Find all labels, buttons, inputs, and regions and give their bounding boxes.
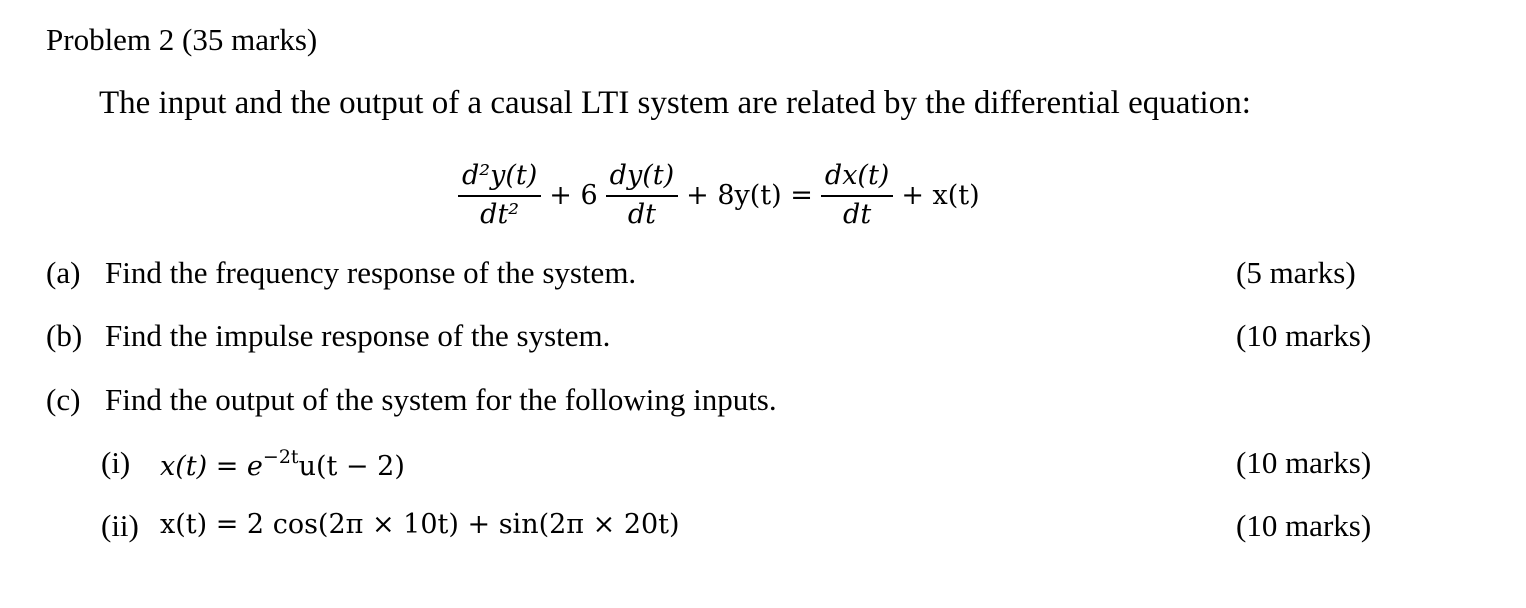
subpart-ii-marks: (10 marks) <box>1236 508 1372 543</box>
fraction-first-derivative <box>606 160 678 230</box>
subpart-ii-expression: x(t) = 2 cos(2π × 10t) + sin(2π × 20t) <box>160 509 680 540</box>
part-a-label: (a) <box>46 255 81 290</box>
differential-equation <box>456 150 986 240</box>
problem-intro: The input and the output of a causal LTI system are related by the differential equation: <box>99 85 1251 121</box>
fraction-numerator: dx(t) <box>821 160 893 197</box>
fraction-denominator: dt² <box>480 199 520 230</box>
subpart-i-expression <box>160 446 405 482</box>
part-c-text: Find the output of the system for the following inputs. <box>105 382 777 417</box>
subpart-i-marks: (10 marks) <box>1236 445 1372 480</box>
subpart-i-label: (i) <box>101 445 131 480</box>
subpart-ii-label: (ii) <box>101 508 139 543</box>
fraction-numerator: dy(t) <box>606 160 678 197</box>
fraction-numerator: d²y(t) <box>458 160 541 197</box>
part-b-marks: (10 marks) <box>1236 318 1372 353</box>
part-c-label: (c) <box>46 382 81 417</box>
fraction-input-derivative <box>821 160 893 230</box>
part-a-marks: (5 marks) <box>1236 255 1356 290</box>
fraction-denominator: dt <box>627 199 656 230</box>
part-a-text: Find the frequency response of the system. <box>105 255 637 290</box>
problem-heading: Problem 2 (35 marks) <box>46 22 318 57</box>
part-b-text: Find the impulse response of the system. <box>105 318 611 353</box>
equation-middle: + 8y(t) = <box>686 179 813 211</box>
fraction-denominator: dt <box>843 199 872 230</box>
equation-operator: + 6 <box>549 179 598 211</box>
subpart-i-lhs: x(t) = e <box>160 451 263 482</box>
subpart-i-exponent: −2t <box>262 446 299 468</box>
subpart-i-rhs: u(t − 2) <box>298 451 405 482</box>
part-b-label: (b) <box>46 318 83 353</box>
equation-tail: + x(t) <box>901 179 980 211</box>
fraction-second-derivative <box>458 160 541 230</box>
